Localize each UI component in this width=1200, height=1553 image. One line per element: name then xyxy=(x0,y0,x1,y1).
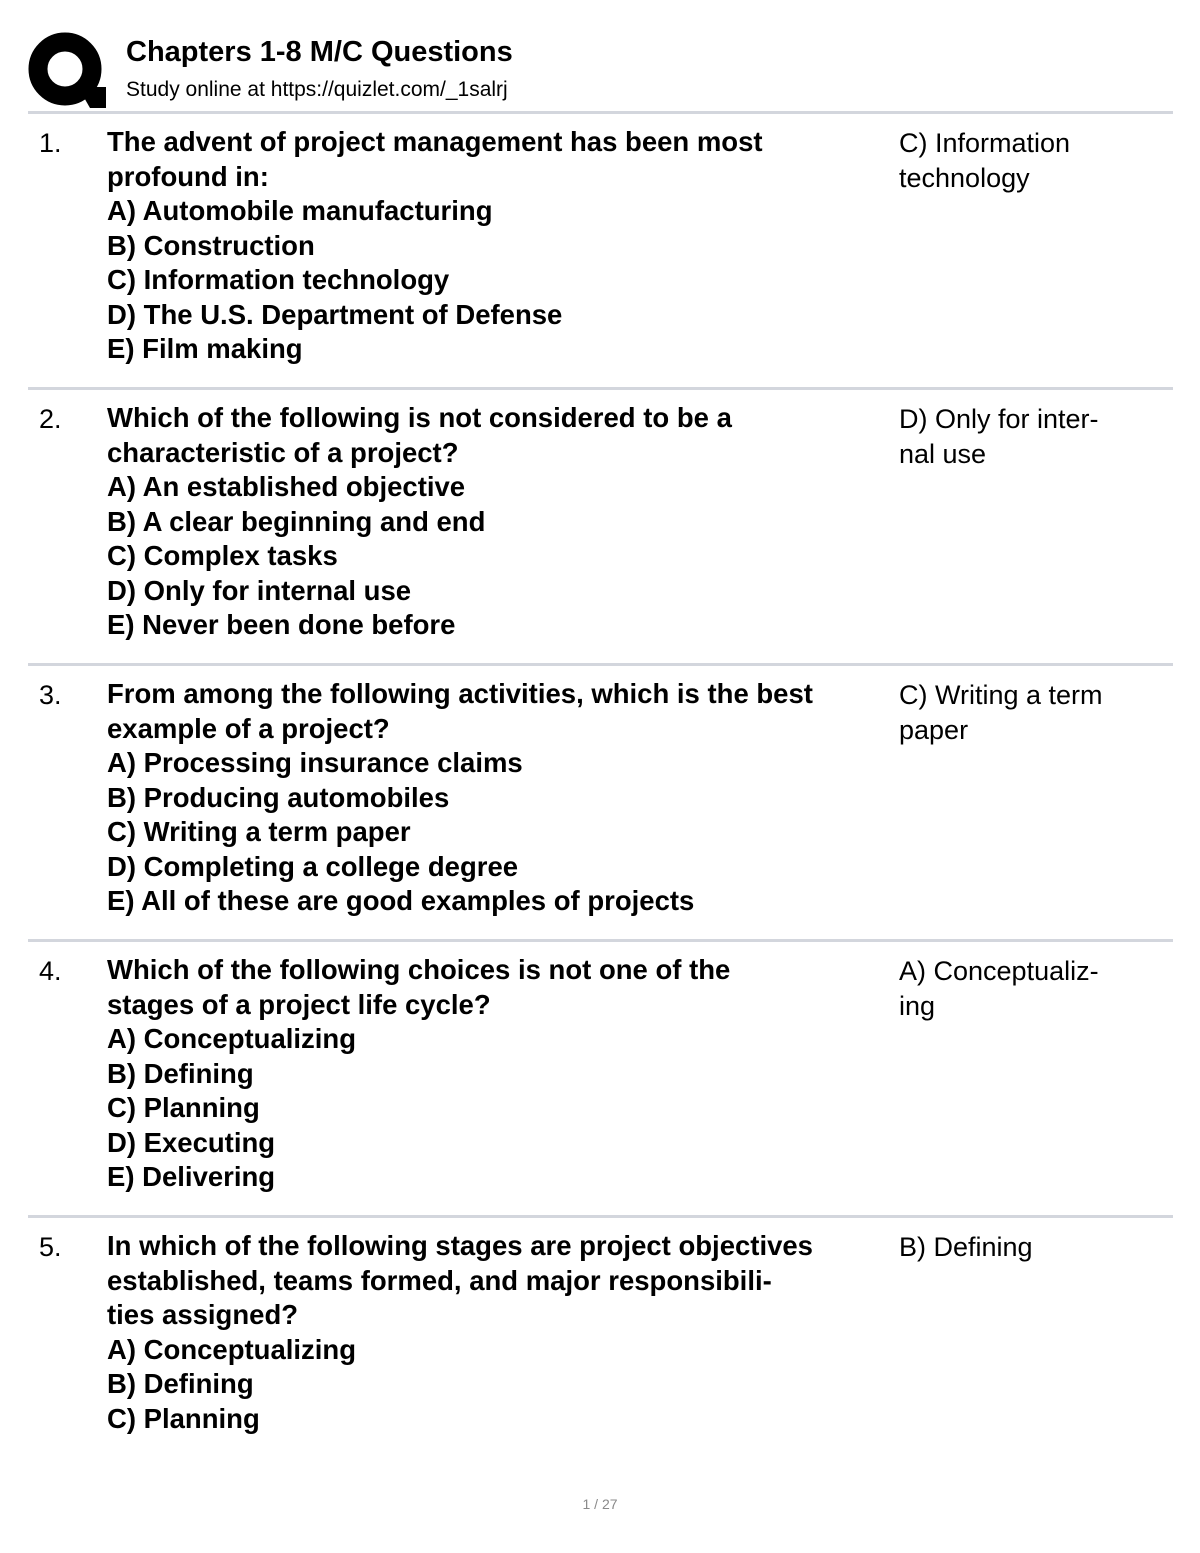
answer-line: D) Only for inter- xyxy=(899,404,1099,434)
question-row xyxy=(28,114,1173,390)
answer-option: B) Producing automobiles xyxy=(107,781,450,813)
question-number: 2. xyxy=(39,404,62,434)
question-number: 3. xyxy=(39,680,62,710)
answer-option: C) Complex tasks xyxy=(107,540,338,571)
answer-option: E) All of these are good examples of projects xyxy=(107,885,695,916)
question-line: ties assigned? xyxy=(107,1299,299,1330)
correct-answer xyxy=(899,402,1159,471)
correct-answer xyxy=(899,1230,1159,1265)
answer-line: technology xyxy=(899,162,1030,193)
question-row xyxy=(28,1218,1173,1491)
question-text xyxy=(107,401,897,643)
answer-line: paper xyxy=(899,714,969,745)
question-line: profound in: xyxy=(107,160,269,192)
study-online-link[interactable]: Study online at https://quizlet.com/_1salrj xyxy=(126,78,508,101)
question-line: example of a project? xyxy=(107,712,390,744)
answer-option: A) An established objective xyxy=(107,471,466,502)
answer-option: E) Never been done before xyxy=(107,609,456,640)
answer-option: C) Planning xyxy=(107,1402,260,1434)
answer-option: C) Writing a term paper xyxy=(107,816,411,847)
question-row xyxy=(28,942,1173,1218)
question-line: From among the following activities, which is the best xyxy=(107,678,813,709)
answer-option: B) Construction xyxy=(107,229,315,261)
question-number: 5. xyxy=(39,1232,62,1262)
answer-line: B) Defining xyxy=(899,1232,1033,1262)
quizlet-logo-icon xyxy=(28,32,106,108)
question-list xyxy=(28,114,1173,1491)
answer-option: B) Defining xyxy=(107,1368,254,1399)
answer-option: D) Completing a college degree xyxy=(107,850,519,882)
answer-line: A) Conceptualiz- xyxy=(899,956,1099,986)
answer-option: A) Conceptualizing xyxy=(107,1023,357,1054)
answer-option: E) Film making xyxy=(107,333,303,364)
question-line: established, teams formed, and major responsibili- xyxy=(107,1264,772,1296)
question-line: characteristic of a project? xyxy=(107,436,459,468)
correct-answer xyxy=(899,678,1159,747)
document-title: Chapters 1-8 M/C Questions xyxy=(126,36,513,68)
answer-option: B) A clear beginning and end xyxy=(107,505,486,537)
question-line: stages of a project life cycle? xyxy=(107,988,491,1020)
answer-option: B) Defining xyxy=(107,1057,254,1089)
correct-answer xyxy=(899,954,1159,1023)
answer-line: ing xyxy=(899,990,936,1021)
question-line: Which of the following choices is not one of the xyxy=(107,954,731,985)
document-header xyxy=(28,30,1173,112)
answer-option: C) Information technology xyxy=(107,264,450,295)
question-line: The advent of project management has been most xyxy=(107,126,763,157)
answer-line: C) Writing a term xyxy=(899,680,1103,710)
answer-option: A) Conceptualizing xyxy=(107,1333,357,1365)
answer-option: A) Processing insurance claims xyxy=(107,747,523,778)
question-text xyxy=(107,953,897,1195)
page-indicator: 1 / 27 xyxy=(582,1496,618,1512)
question-line: In which of the following stages are project objectives xyxy=(107,1230,813,1261)
question-text xyxy=(107,677,897,919)
answer-line: nal use xyxy=(899,438,987,469)
answer-option: A) Automobile manufacturing xyxy=(107,195,493,226)
answer-option: D) The U.S. Department of Defense xyxy=(107,298,563,330)
answer-option: E) Delivering xyxy=(107,1161,276,1192)
answer-line: C) Information xyxy=(899,128,1071,158)
question-row xyxy=(28,666,1173,942)
question-text xyxy=(107,1229,897,1436)
question-number: 4. xyxy=(39,956,62,986)
question-text xyxy=(107,125,897,367)
question-row xyxy=(28,390,1173,666)
question-line: Which of the following is not considered to be a xyxy=(107,402,732,433)
answer-option: D) Executing xyxy=(107,1126,276,1158)
question-number: 1. xyxy=(39,128,62,158)
correct-answer xyxy=(899,126,1159,195)
answer-option: C) Planning xyxy=(107,1092,260,1123)
answer-option: D) Only for internal use xyxy=(107,574,412,606)
